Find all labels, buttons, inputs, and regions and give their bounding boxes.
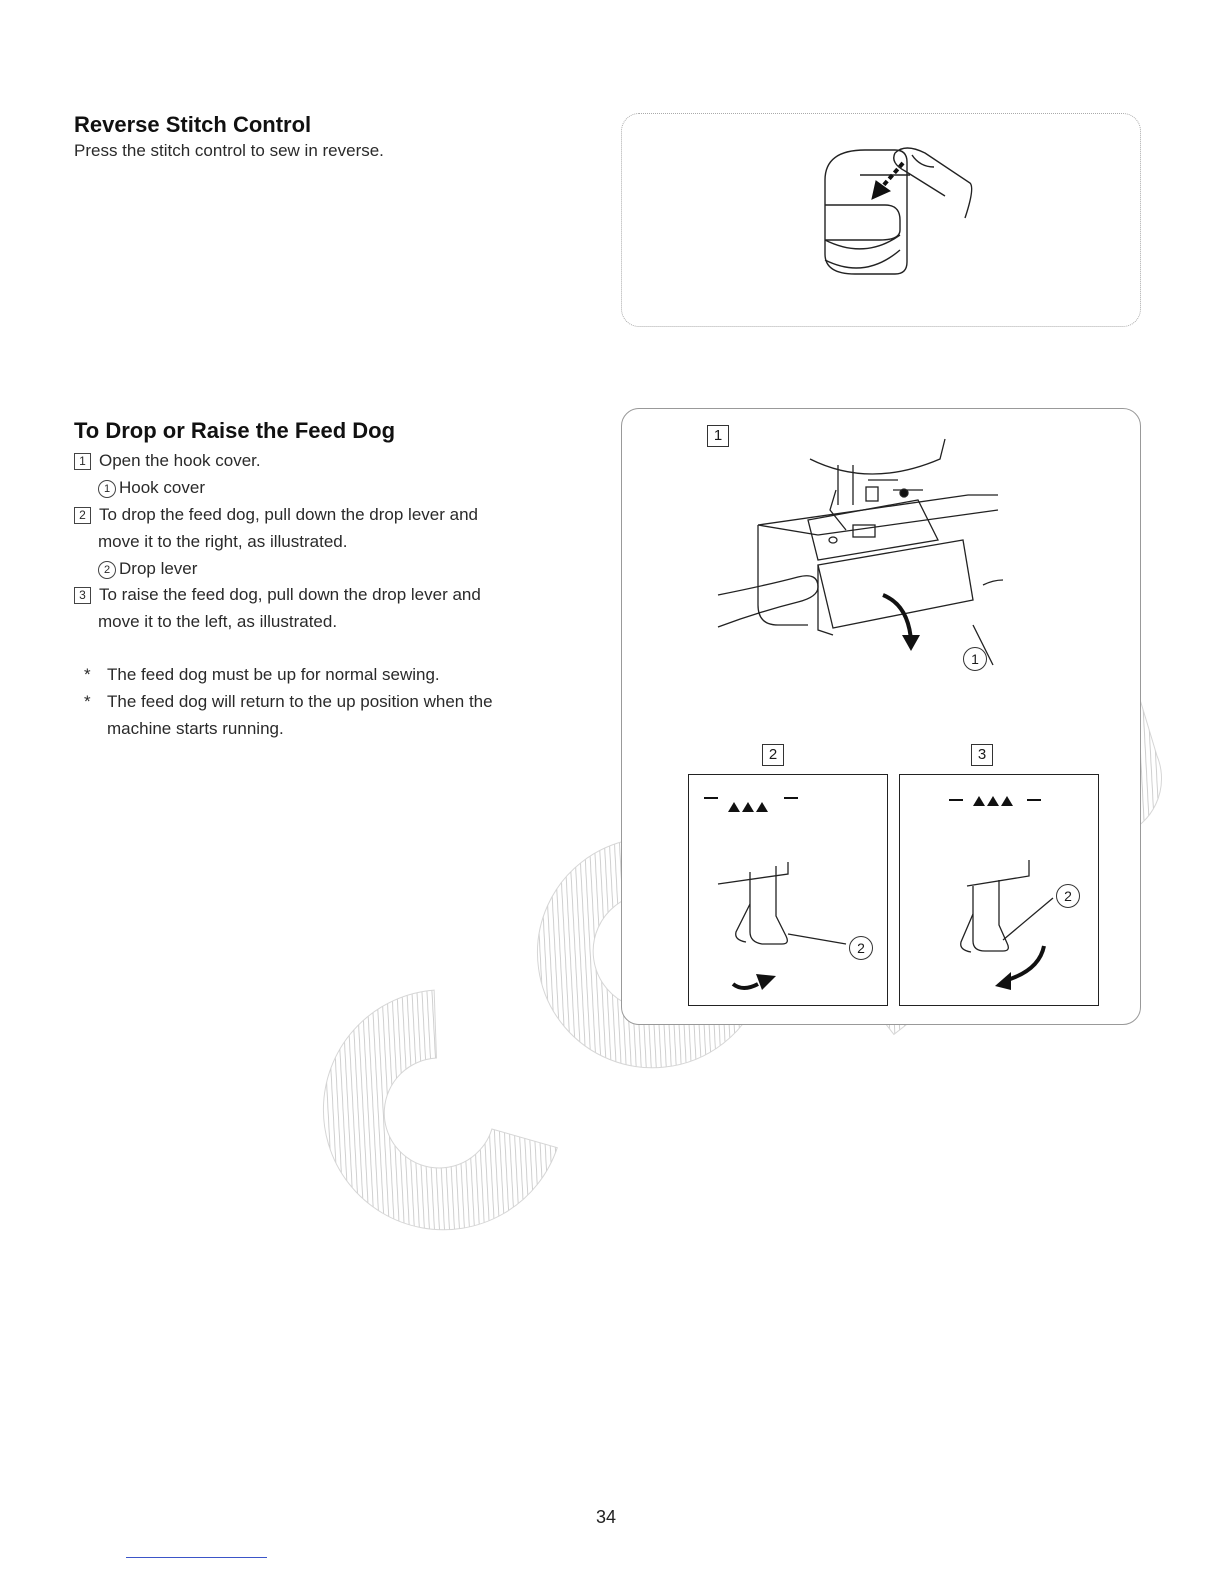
- footer-rule: [126, 1557, 267, 1558]
- step-2-sub: [98, 559, 197, 579]
- note-1-marker: *: [84, 665, 91, 684]
- page-number: 34: [596, 1507, 617, 1527]
- note-2-line-1: The feed dog will return to the up position when the: [107, 692, 493, 711]
- step-2-number: 2: [74, 507, 91, 524]
- feed-dog-heading: To Drop or Raise the Feed Dog: [74, 418, 396, 443]
- step-1-sub-text: Hook cover: [119, 478, 205, 497]
- note-2-marker: *: [84, 692, 91, 711]
- step-1-text: [74, 451, 261, 471]
- figure-label-3: 3: [971, 744, 993, 766]
- step-3-text: [74, 585, 481, 605]
- reverse-stitch-description: Press the stitch control to sew in reverse.: [74, 141, 384, 160]
- step-3-number: 3: [74, 587, 91, 604]
- sewing-machine-illustration: [718, 435, 1018, 675]
- step-3-line-1: To raise the feed dog, pull down the drop lever and: [99, 585, 481, 604]
- step-3-line-2: move it to the left, as illustrated.: [98, 612, 338, 631]
- step-1-line-1: Open the hook cover.: [99, 451, 261, 470]
- step-2-sub-text: Drop lever: [119, 559, 198, 578]
- drop-lever-illustration: [688, 774, 886, 1004]
- note-1-text: The feed dog must be up for normal sewing.: [107, 665, 440, 684]
- step-1-number: 1: [74, 453, 91, 470]
- reverse-stitch-heading: Reverse Stitch Control: [74, 112, 312, 137]
- step-2-sub-number: 2: [98, 561, 116, 579]
- step-1-sub: [98, 478, 205, 498]
- figure-label-2: 2: [762, 744, 784, 766]
- figure-label-1: 1: [707, 425, 729, 447]
- reverse-stitch-illustration: [800, 135, 1000, 315]
- callout-drop-lever-3: 2: [1056, 884, 1080, 908]
- callout-hook-cover: 1: [963, 647, 987, 671]
- callout-drop-lever-2: 2: [849, 936, 873, 960]
- step-2-line-1: To drop the feed dog, pull down the drop lever and: [99, 505, 478, 524]
- step-2-text: [74, 505, 478, 525]
- step-1-sub-number: 1: [98, 480, 116, 498]
- note-2-line-2: machine starts running.: [107, 719, 284, 738]
- step-2-line-2: move it to the right, as illustrated.: [98, 532, 348, 551]
